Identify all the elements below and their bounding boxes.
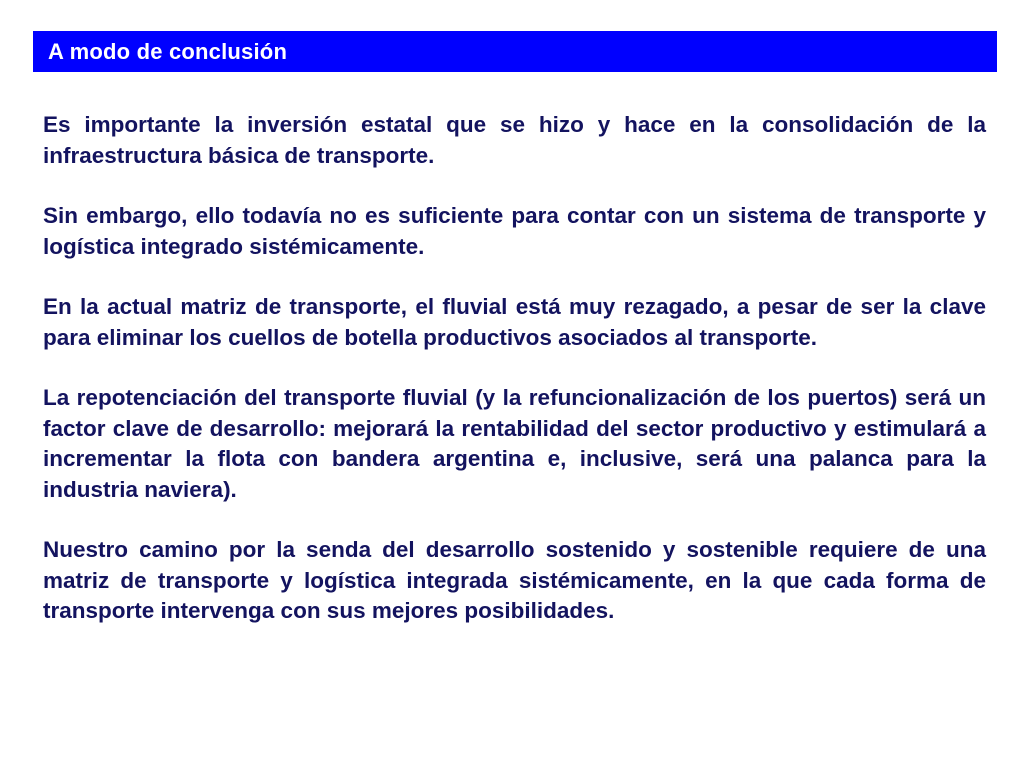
paragraph-4: La repotenciación del transporte fluvial (y la refuncionalización de los puertos) será un factor clave de desarrollo: mejorará la rentabilidad del sector productivo y estimulará a incrementar la flota con bandera argentina e, inclusive, será una palanca para la industria naviera). bbox=[43, 385, 986, 502]
paragraph-1: Es importante la inversión estatal que se hizo y hace en la consolidación de la infraestructura básica de transporte. bbox=[43, 112, 986, 168]
conclusion-body bbox=[43, 110, 986, 657]
paragraph-3: En la actual matriz de transporte, el fluvial está muy rezagado, a pesar de ser la clave para eliminar los cuellos de botella productivos asociados al transporte. bbox=[43, 294, 986, 350]
paragraph-2: Sin embargo, ello todavía no es suficiente para contar con un sistema de transporte y logística integrado sistémicamente. bbox=[43, 203, 986, 259]
title-bar bbox=[33, 31, 997, 72]
paragraph-5: Nuestro camino por la senda del desarrollo sostenido y sostenible requiere de una matriz de transporte y logística integrada sistémicamente, en la que cada forma de transporte intervenga con sus mejores posibilidades. bbox=[43, 537, 986, 623]
page-title: A modo de conclusión bbox=[48, 38, 288, 64]
